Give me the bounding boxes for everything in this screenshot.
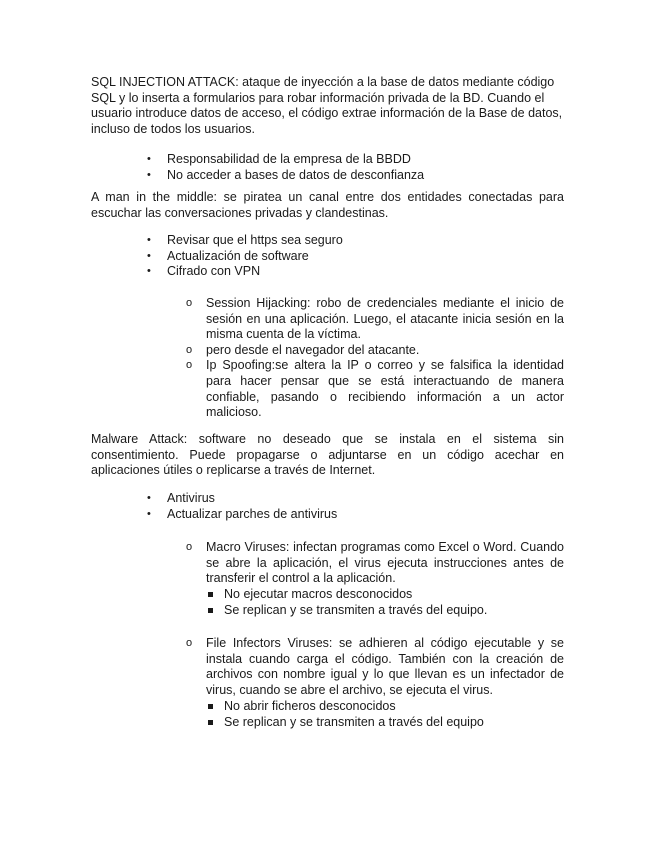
list-item: [186, 699, 564, 715]
macro-viruses-text: Macro Viruses: infectan programas como Excel o Word. Cuando se abre la aplicación, el virus ejecuta instrucciones antes de transferir el control a la aplicación.: [206, 540, 564, 586]
macro-viruses-list: [186, 540, 564, 587]
file-square-list: [186, 699, 564, 730]
list-item-text: pero desde el navegador del atacante.: [206, 342, 420, 357]
square-marker: [208, 704, 213, 709]
file-infectors-text: File Infectors Viruses: se adhieren al código ejecutable y se instala cuando carga el código. También con la creación de archivos con nombre igual y lo que llevan es un infectador de virus, cuando se abre el archivo, se ejecuta el virus.: [206, 636, 564, 697]
mitm-sub-list: [186, 296, 564, 421]
list-item: [186, 587, 564, 603]
list-item: [186, 715, 564, 731]
list-item-text: No abrir ficheros desconocidos: [224, 699, 396, 713]
session-hijacking-text: Session Hijacking: robo de credenciales mediante el inicio de sesión en una aplicación. Luego, el atacante inicia sesión en la misma cuenta de la víctima.: [206, 296, 564, 342]
list-item: [145, 507, 565, 523]
bullet-marker: •: [147, 234, 151, 246]
ip-spoofing-text: Ip Spoofing:se altera la IP o correo y se falsifica la identidad para hacer pensar que se está interactuando de manera confiable, pasando o recibiendo información a un actor malicioso.: [206, 358, 564, 420]
list-item-text: Se replican y se transmiten a través del equipo.: [224, 602, 488, 617]
macro-square-list: [186, 587, 564, 618]
file-infectors-list: [186, 636, 564, 698]
bullet-marker: •: [147, 249, 151, 262]
malware-paragraph: Malware Attack: software no deseado que se instala en el sistema sin consentimiento. Puede propagarse o adjuntarse en un código acechar en aplicaciones útiles o replicarse a través de Internet.: [91, 432, 564, 478]
square-marker: [208, 608, 213, 613]
mitm-bullet-list: [145, 233, 565, 280]
list-item: [186, 296, 564, 343]
circle-marker: o: [186, 343, 193, 356]
list-item-text: Cifrado con VPN: [167, 264, 261, 279]
list-item: [186, 636, 564, 698]
bullet-marker: •: [147, 492, 151, 504]
malware-bullet-list: [145, 491, 565, 522]
list-item: [145, 233, 565, 249]
list-item-text: Revisar que el https sea seguro: [167, 233, 343, 247]
bullet-marker: •: [147, 168, 151, 181]
square-marker: [208, 592, 213, 597]
bullet-marker: •: [147, 507, 151, 520]
list-item-text: Responsabilidad de la empresa de la BBDD: [167, 152, 411, 166]
list-item-text: No ejecutar macros desconocidos: [224, 587, 413, 601]
list-item: [145, 264, 565, 280]
list-item: [186, 603, 564, 619]
list-item-text: Actualización de software: [167, 248, 309, 263]
list-item: [186, 343, 564, 359]
circle-marker: o: [186, 637, 193, 649]
list-item: [145, 491, 565, 507]
list-item-text: Se replican y se transmiten a través del equipo: [224, 714, 484, 729]
list-item-text: Antivirus: [167, 491, 215, 505]
circle-marker: o: [186, 541, 193, 553]
list-item: [186, 358, 564, 420]
sql-injection-paragraph: SQL INJECTION ATTACK: ataque de inyección a la base de datos mediante código SQL y lo inserta a formularios para robar información privada de la BD. Cuando el usuario introduce datos de acceso, el código extrae información de la Base de datos, incluso de todos los usuarios.: [91, 75, 563, 136]
list-item: [145, 168, 565, 184]
list-item: [145, 152, 565, 168]
square-marker: [208, 720, 213, 725]
bullet-marker: •: [147, 153, 151, 165]
circle-marker: o: [186, 297, 193, 309]
mitm-paragraph: A man in the middle: se piratea un canal entre dos entidades conectadas para escuchar las conversaciones privadas y clandestinas.: [91, 190, 564, 220]
circle-marker: o: [186, 359, 193, 372]
list-item: [145, 249, 565, 265]
list-item: [186, 540, 564, 587]
list-item-text: No acceder a bases de datos de desconfianza: [167, 167, 425, 182]
bullet-marker: •: [147, 265, 151, 278]
sql-bullet-list: [145, 152, 565, 183]
list-item-text: Actualizar parches de antivirus: [167, 506, 338, 521]
